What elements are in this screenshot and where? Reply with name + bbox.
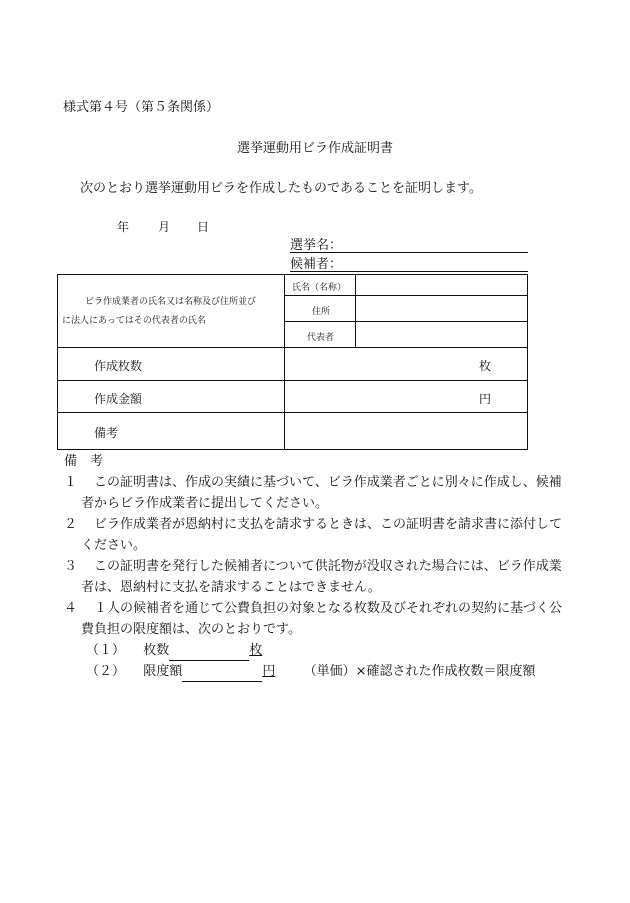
form-number: 様式第４号（第５条関係） bbox=[63, 100, 220, 115]
sub2-label: 限度額 bbox=[143, 664, 183, 679]
note-text: この証明書を発行した候補者について供託物が没収された場合には、ビラ作成業者は、恩納村に支払を請求することはできません。 bbox=[81, 559, 562, 595]
date-year-label: 年 bbox=[117, 220, 130, 234]
amount-unit: 円 bbox=[478, 392, 491, 406]
name-label-cell bbox=[284, 274, 356, 296]
sub2-formula: （単価）×確認された作成枚数＝限度額 bbox=[303, 664, 536, 679]
representative-label: 代表者 bbox=[307, 333, 335, 343]
address-label: 住所 bbox=[312, 307, 331, 317]
candidate-name-label: 候補者： bbox=[290, 257, 343, 272]
election-name-label: 選挙名： bbox=[290, 238, 343, 253]
sub2-number: （２） bbox=[86, 664, 126, 679]
sub1-number: （１） bbox=[86, 643, 126, 658]
quantity-label: 作成枚数 bbox=[94, 359, 143, 373]
quantity-unit: 枚 bbox=[478, 359, 491, 373]
note-item bbox=[64, 472, 574, 514]
address-label-cell bbox=[284, 295, 356, 322]
quantity-blank[interactable] bbox=[169, 646, 249, 661]
remarks-label: 備考 bbox=[94, 426, 119, 440]
amount-label: 作成金額 bbox=[94, 392, 143, 406]
remarks-label-cell bbox=[57, 412, 285, 450]
quantity-value-cell[interactable] bbox=[284, 347, 528, 381]
note-number: ３ bbox=[64, 559, 78, 574]
election-name-field[interactable] bbox=[290, 237, 528, 253]
limit-quantity-line bbox=[64, 640, 574, 661]
date-day-label: 日 bbox=[197, 220, 210, 234]
notes-heading: 備 考 bbox=[64, 454, 104, 469]
certification-statement: 次のとおり選挙運動用ビラを作成したものであることを証明します。 bbox=[80, 181, 482, 196]
note-text: １人の候補者を通じて公費負担の対象となる枚数及びそれぞれの契約に基づく公費負担の限度額は、次のとおりです。 bbox=[81, 601, 563, 637]
amount-label-cell bbox=[57, 380, 285, 413]
amount-blank[interactable] bbox=[182, 667, 262, 682]
representative-value-cell[interactable] bbox=[355, 321, 528, 348]
limit-amount-line bbox=[64, 661, 574, 682]
name-value-cell[interactable] bbox=[355, 274, 528, 296]
note-number: １ bbox=[64, 475, 78, 490]
quantity-label-cell bbox=[57, 347, 285, 381]
amount-value-cell[interactable] bbox=[284, 380, 528, 413]
representative-label-cell bbox=[284, 321, 356, 348]
note-item bbox=[64, 514, 574, 556]
certificate-table bbox=[57, 274, 528, 450]
date-month-label: 月 bbox=[158, 220, 171, 234]
note-number: ４ bbox=[64, 601, 78, 616]
note-item bbox=[64, 598, 574, 640]
name-label: 氏名（名称） bbox=[292, 283, 347, 293]
note-item bbox=[64, 556, 574, 598]
vendor-header-cell bbox=[57, 274, 285, 348]
remarks-value-cell[interactable] bbox=[284, 412, 528, 450]
document-title: 選挙運動用ビラ作成証明書 bbox=[236, 141, 393, 156]
vendor-header-line1: ビラ作成業者の氏名又は名称及び住所並び bbox=[85, 297, 257, 307]
sub2-unit: 円 bbox=[262, 664, 276, 679]
note-number: ２ bbox=[64, 517, 78, 532]
candidate-name-field[interactable] bbox=[290, 256, 528, 272]
address-value-cell[interactable] bbox=[355, 295, 528, 322]
vendor-header-line2: に法人にあってはその代表者の氏名 bbox=[62, 316, 206, 326]
note-text: ビラ作成業者が恩納村に支払を請求するときは、この証明書を請求書に添付してください。 bbox=[81, 517, 563, 553]
note-text: この証明書は、作成の実績に基づいて、ビラ作成業者ごとに別々に作成し、候補者からビラ作成業者に提出してください。 bbox=[81, 475, 562, 511]
sub1-label: 枚数 bbox=[143, 643, 170, 658]
notes-section bbox=[64, 451, 574, 682]
sub1-unit: 枚 bbox=[249, 643, 263, 658]
